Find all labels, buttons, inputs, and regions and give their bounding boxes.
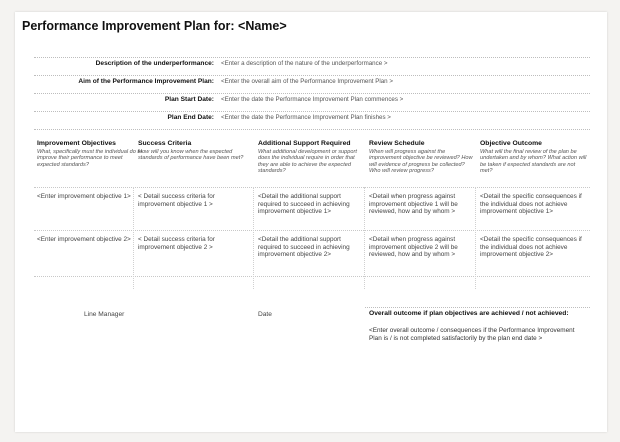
info-label: Aim of the Performance Improvement Plan: xyxy=(78,78,214,85)
column-divider xyxy=(253,187,254,289)
column-header-success xyxy=(138,140,246,162)
column-title: Additional Support Required xyxy=(258,140,351,147)
cell-review-1[interactable]: <Detail when progress against improvement objective 1 will be reviewed, how and by whom > xyxy=(369,193,458,216)
info-label: Description of the underperformance: xyxy=(95,60,214,67)
cell-success-2[interactable]: < Detail success criteria for improvement objective 2 > xyxy=(138,236,215,251)
column-subtitle: How will you know when the expected standards of performance have been met? xyxy=(138,148,244,162)
info-row-start-date xyxy=(34,93,590,111)
column-subtitle: When will progress against the improvement objective be reviewed? How will evidence of progress be collected? Who will review progress? xyxy=(369,148,473,175)
info-value[interactable]: <Enter the date the Performance Improvement Plan commences > xyxy=(221,96,404,103)
column-header-review xyxy=(369,140,477,175)
cell-review-2[interactable]: <Detail when progress against improvement objective 2 will be reviewed, how and by whom > xyxy=(369,236,458,259)
column-subtitle: What will the final review of the plan be undertaken and by whom? What action will be taken if expected standards are not met? xyxy=(480,148,587,175)
column-title: Review Schedule xyxy=(369,140,425,147)
cell-objective-2[interactable]: <Enter improvement objective 2> xyxy=(37,236,131,243)
info-value[interactable]: <Enter the date the Performance Improvement Plan finishes > xyxy=(221,114,391,121)
column-header-objectives xyxy=(37,140,145,168)
overall-outcome-text[interactable]: <Enter overall outcome / consequences if the Performance Improvement Plan is / is not completed satisfactorily by the plan end date > xyxy=(369,327,575,342)
column-title: Improvement Objectives xyxy=(37,140,116,147)
info-row-end-date xyxy=(34,111,590,130)
column-title: Success Criteria xyxy=(138,140,192,147)
info-label: Plan Start Date: xyxy=(164,96,214,103)
row-divider xyxy=(34,276,590,277)
cell-outcome-1[interactable]: <Detail the specific consequences if the individual does not achieve improvement objective 1> xyxy=(480,193,582,216)
info-value[interactable]: <Enter a description of the nature of the underperformance > xyxy=(221,60,388,67)
page-title: Performance Improvement Plan for: <Name> xyxy=(22,19,287,33)
cell-support-2[interactable]: <Detail the additional support required to succeed in achieving improvement objective 2> xyxy=(258,236,350,259)
column-header-outcome xyxy=(480,140,588,175)
column-title: Objective Outcome xyxy=(480,140,542,147)
cell-objective-1[interactable]: <Enter improvement objective 1> xyxy=(37,193,131,200)
column-header-support xyxy=(258,140,366,175)
info-value[interactable]: <Enter the overall aim of the Performance Improvement Plan > xyxy=(221,78,393,85)
overall-outcome-title: Overall outcome if plan objectives are achieved / not achieved: xyxy=(369,310,569,317)
info-row-description xyxy=(34,57,590,75)
info-label: Plan End Date: xyxy=(167,114,214,121)
cell-support-1[interactable]: <Detail the additional support required to succeed in achieving improvement objective 1> xyxy=(258,193,350,216)
column-subtitle: What additional development or support does the individual require in order that they are able to achieve the expected standards? xyxy=(258,148,357,175)
date-label: Date xyxy=(258,311,272,318)
cell-outcome-2[interactable]: <Detail the specific consequences if the individual does not achieve improvement objective 2> xyxy=(480,236,582,259)
row-divider xyxy=(34,187,590,188)
row-divider xyxy=(34,230,590,231)
column-subtitle: What, specifically must the individual do to improve their performance to meet expected standards? xyxy=(37,148,143,168)
line-manager-label: Line Manager xyxy=(84,311,125,318)
cell-success-1[interactable]: < Detail success criteria for improvement objective 1 > xyxy=(138,193,215,208)
info-row-aim xyxy=(34,75,590,93)
